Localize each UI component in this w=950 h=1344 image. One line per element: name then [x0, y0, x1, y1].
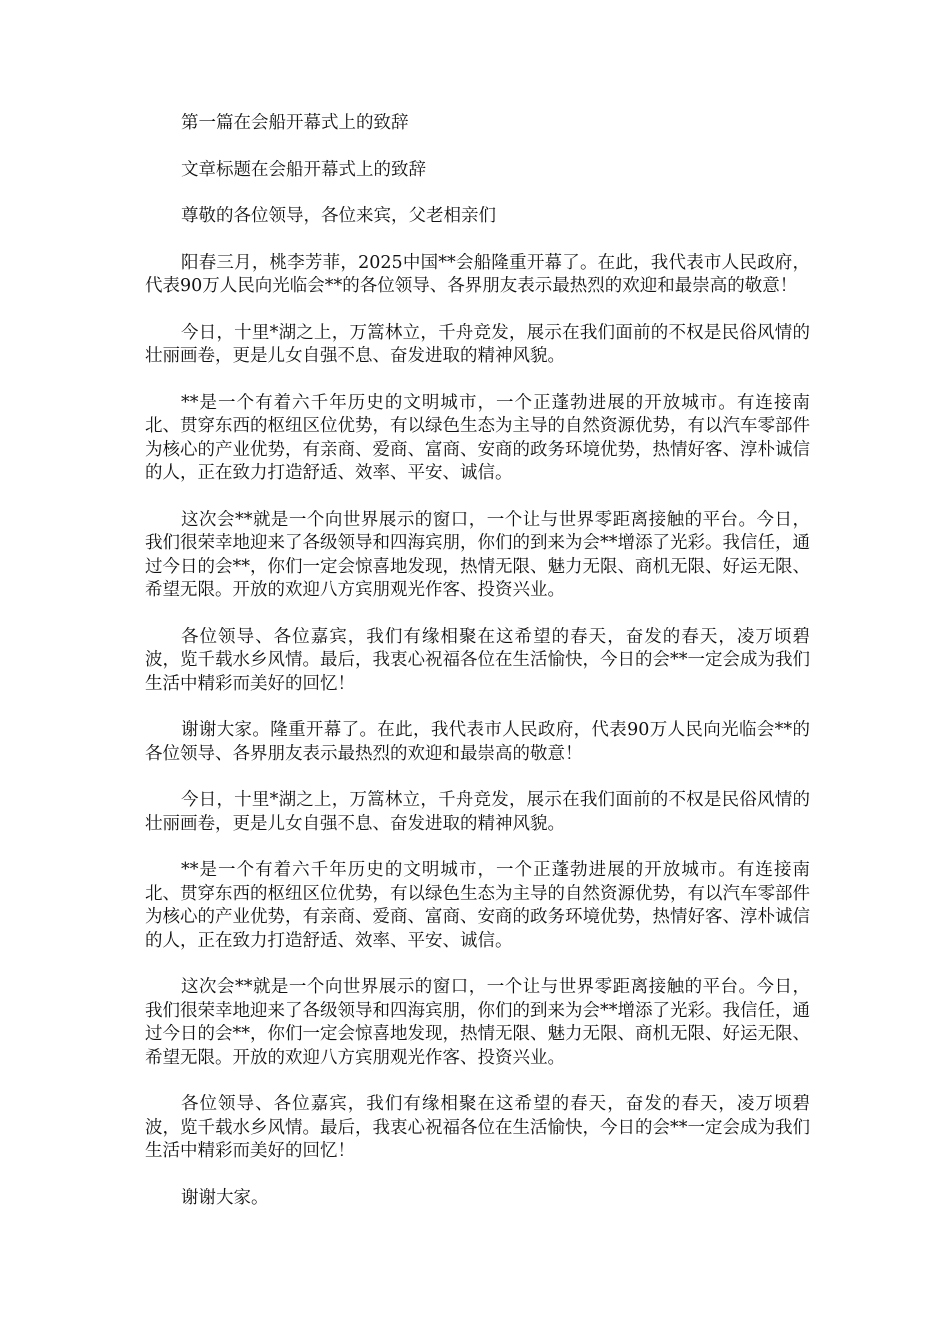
document-title: 第一篇在会船开幕式上的致辞: [181, 113, 409, 133]
closing-line: 谢谢大家。: [181, 1187, 269, 1208]
body-paragraph: 这次会**就是一个向世界展示的窗口，一个让与世界零距离接触的平台。今日，我们很荣幸地迎来了各级领导和四海宾朋，你们的到来为会**增添了光彩。我信任，通过今日的会**，你们一定会惊喜地发现，热情无限、魅力无限、商机无限、好运无限、希望无限。开放的欢迎八方宾朋观光作客、投资兴业。: [145, 509, 810, 600]
body-paragraph: 谢谢大家。隆重开幕了。在此，我代表市人民政府，代表90万人民向光临会**的各位领导、各界朋友表示最热烈的欢迎和最崇高的敬意！: [145, 720, 810, 764]
body-paragraph: 今日，十里*湖之上，万篙林立，千舟竞发，展示在我们面前的不权是民俗风情的壮丽画卷，更是儿女自强不息、奋发进取的精神风貌。: [145, 322, 810, 366]
article-title-line: 文章标题在会船开幕式上的致辞: [181, 159, 426, 180]
body-paragraph: 今日，十里*湖之上，万篙林立，千舟竞发，展示在我们面前的不权是民俗风情的壮丽画卷，更是儿女自强不息、奋发进取的精神风貌。: [145, 790, 810, 834]
body-paragraph: 这次会**就是一个向世界展示的窗口，一个让与世界零距离接触的平台。今日，我们很荣幸地迎来了各级领导和四海宾朋，你们的到来为会**增添了光彩。我信任，通过今日的会**，你们一定会惊喜地发现，热情无限、魅力无限、商机无限、好运无限、希望无限。开放的欢迎八方宾朋观光作客、投资兴业。: [145, 977, 810, 1068]
body-paragraph: **是一个有着六千年历史的文明城市，一个正蓬勃进展的开放城市。有连接南北、贯穿东西的枢纽区位优势，有以绿色生态为主导的自然资源优势，有以汽车零部件为核心的产业优势，有亲商、爱商、富商、安商的政务环境优势，热情好客、淳朴诚信的人，正在致力打造舒适、效率、平安、诚信。: [145, 860, 810, 951]
body-paragraph: 阳春三月，桃李芳菲，2025中国**会船隆重开幕了。在此，我代表市人民政府，代表90万人民向光临会**的各位领导、各界朋友表示最热烈的欢迎和最崇高的敬意！: [145, 252, 810, 296]
salutation: 尊敬的各位领导，各位来宾，父老相亲们: [181, 206, 496, 226]
body-paragraph: 各位领导、各位嘉宾，我们有缘相聚在这希望的春天，奋发的春天，凌万顷碧波，览千载水乡风情。最后，我衷心祝福各位在生活愉快，今日的会**一定会成为我们生活中精彩而美好的回忆！: [145, 626, 810, 694]
body-paragraph: **是一个有着六千年历史的文明城市，一个正蓬勃进展的开放城市。有连接南北、贯穿东西的枢纽区位优势，有以绿色生态为主导的自然资源优势，有以汽车零部件为核心的产业优势，有亲商、爱商、富商、安商的政务环境优势，热情好客、淳朴诚信的人，正在致力打造舒适、效率、平安、诚信。: [145, 392, 810, 483]
body-paragraph: 各位领导、各位嘉宾，我们有缘相聚在这希望的春天，奋发的春天，凌万顷碧波，览千载水乡风情。最后，我衷心祝福各位在生活愉快，今日的会**一定会成为我们生活中精彩而美好的回忆！: [145, 1094, 810, 1161]
document-body: [145, 112, 810, 1233]
